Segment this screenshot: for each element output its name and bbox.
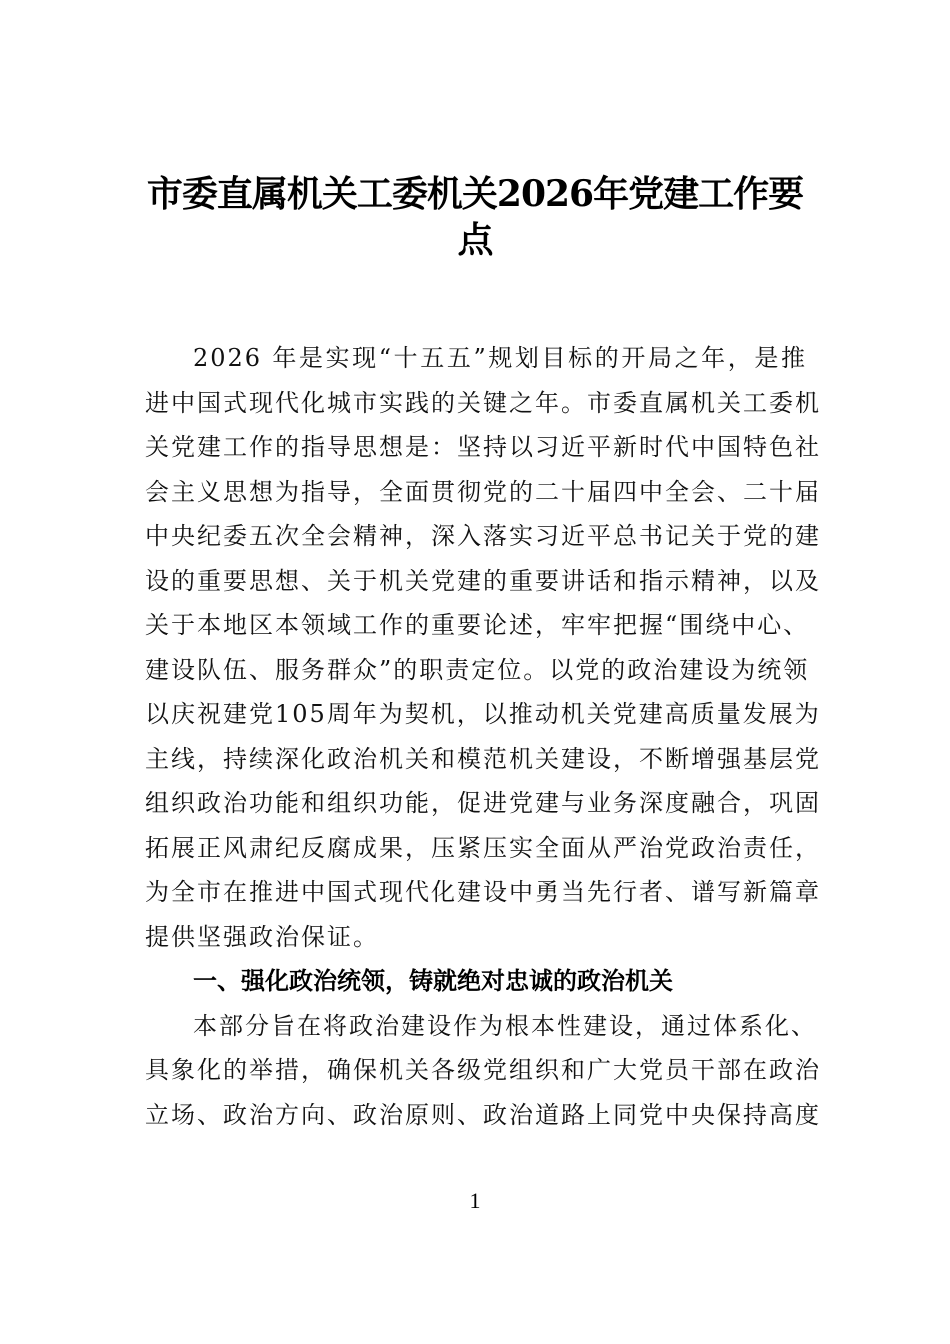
paragraph-line: 会主义思想为指导，全面贯彻党的二十届四中全会、二十届 [145, 478, 821, 506]
paragraph-line: 中央纪委五次全会精神，深入落实习近平总书记关于党的建 [145, 522, 821, 550]
document-title-line-1: 市委直属机关工委机关2026年党建工作要 [146, 173, 804, 215]
paragraph-line: 拓展正风肃纪反腐成果，压紧压实全面从严治党政治责任， [145, 834, 821, 862]
paragraph-line: 提供坚强政治保证。 [145, 923, 379, 951]
paragraph-line: 关于本地区本领域工作的重要论述，牢牢把握“围绕中心、 [145, 611, 810, 639]
paragraph-line: 建设队伍、服务群众”的职责定位。以党的政治建设为统领 [145, 656, 810, 684]
paragraph-line: 以庆祝建党105周年为契机，以推动机关党建高质量发展为 [145, 700, 821, 728]
paragraph-line: 2026 年是实现“十五五”规划目标的开局之年，是推 [193, 344, 807, 372]
paragraph-line: 进中国式现代化城市实践的关键之年。市委直属机关工委机 [145, 389, 821, 417]
paragraph-line: 组织政治功能和组织功能，促进党建与业务深度融合，巩固 [145, 789, 821, 817]
paragraph-line: 本部分旨在将政治建设作为根本性建设，通过体系化、 [193, 1012, 817, 1040]
page-number: 1 [469, 1188, 481, 1213]
paragraph-line: 设的重要思想、关于机关党建的重要讲话和指示精神，以及 [145, 567, 821, 595]
paragraph-line: 立场、政治方向、政治原则、政治道路上同党中央保持高度 [145, 1101, 821, 1129]
document-title-line-2: 点 [457, 219, 493, 261]
paragraph-line: 关党建工作的指导思想是：坚持以习近平新时代中国特色社 [145, 433, 821, 461]
section-heading: 一、强化政治统领，铸就绝对忠诚的政治机关 [193, 967, 673, 995]
paragraph-line: 为全市在推进中国式现代化建设中勇当先行者、谱写新篇章 [145, 878, 821, 906]
paragraph-line: 具象化的举措，确保机关各级党组织和广大党员干部在政治 [145, 1056, 821, 1084]
paragraph-line: 主线，持续深化政治机关和模范机关建设，不断增强基层党 [145, 745, 821, 773]
